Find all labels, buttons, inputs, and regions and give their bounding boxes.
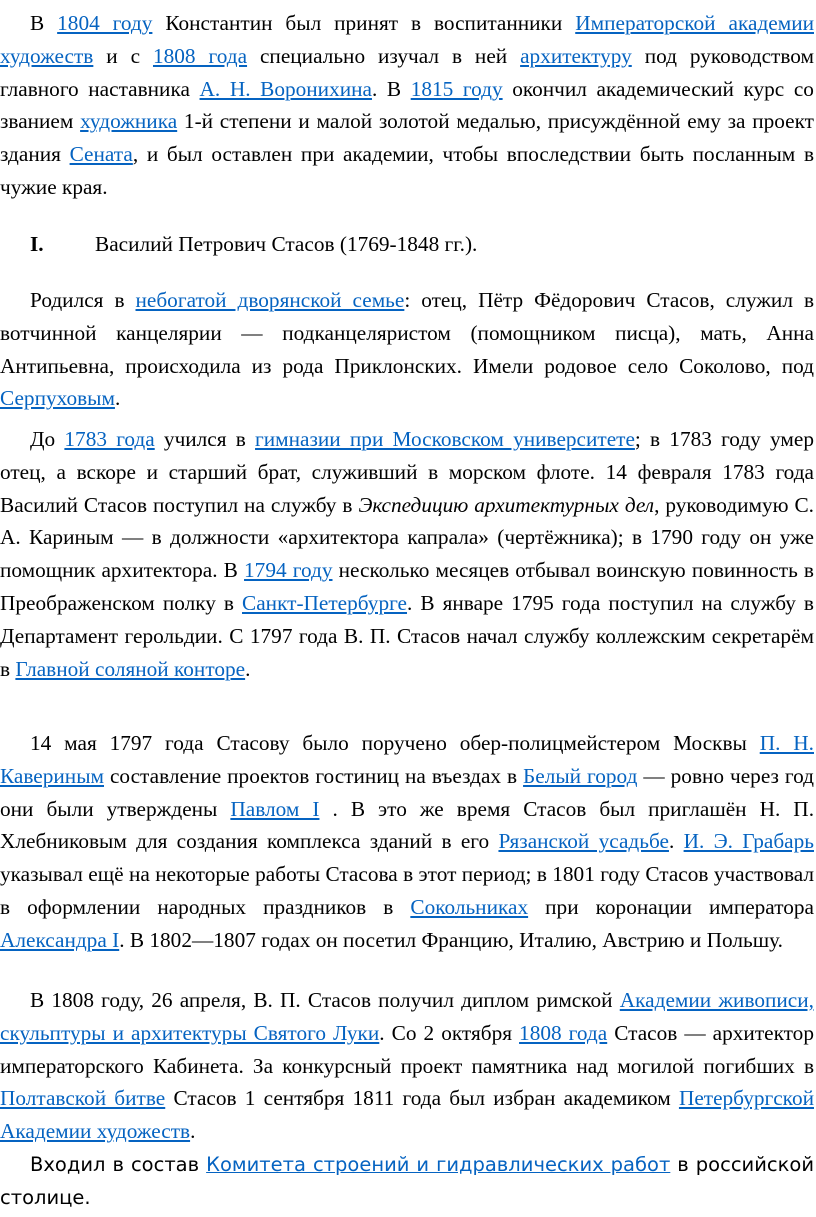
text: Стасов — архитектор императорского Кабинета. За конкурсный проект памятника над могилой погибших в [0,1020,814,1078]
text: . [668,829,684,854]
link-noble-family[interactable]: небогатой дворянской семье [135,288,405,312]
paragraph-projects [0,727,814,957]
link-poltava-battle[interactable]: Полтавской битве [0,1086,166,1111]
text: ; в 1783 году умер отец, а вскоре и старший брат, служивший в морском флоте. 14 февраля 1783 года Василий Стасов поступил на службу в [0,427,814,517]
text: В 1808 году, 26 апреля, В. П. Стасов получил диплом римской [30,988,620,1012]
link-1804[interactable]: 1804 году [57,11,153,35]
text: Родился в [30,288,136,312]
link-salt-office[interactable]: Главной соляной конторе [15,656,246,681]
text: специально изучал в ней [247,43,521,68]
heading-title: Василий Петрович Стасов (1769-1848 гг.). [95,232,478,256]
text: 1-й степени и малой золотой медалью, присуждённой ему за проект здания [0,109,814,167]
paragraph-konstantin [0,7,814,204]
text: указывал ещё на некоторые работы Стасова в этот период; в 1801 году Стасов участвовал в оформлении народных праздников в [0,862,814,919]
link-committee[interactable]: Комитета строений и гидравлических работ [206,1153,671,1176]
text: окончил академический курс со званием [0,76,814,134]
text: Входил в состав [30,1153,207,1176]
text: , руководимую С. А. Кариным — в должности «архитектора капрала» (чертёжника); в 1790 году он уже помощник архитектора. В [0,492,815,583]
text: . Со 2 октября [379,1020,520,1045]
text: составление проектов гостиниц на въездах в [104,763,524,788]
link-artist[interactable]: художника [80,109,178,134]
link-1808[interactable]: 1808 года [152,43,248,68]
link-kaverin[interactable]: П. Н. Кавериным [0,731,814,788]
text: . [245,656,251,681]
link-serpukhov[interactable]: Серпуховым [0,386,115,411]
text: . [190,1119,196,1144]
text: — ровно через год они были утверждены [0,763,814,821]
link-ryazan-estate[interactable]: Рязанской усадьбе [498,829,669,854]
text: под руководством главного наставника [0,43,814,101]
text: 14 мая 1797 года Стасову было поручено обер-полицмейстером Москвы [30,731,760,755]
text: До [30,427,65,451]
text: учился в [154,427,256,451]
link-white-city[interactable]: Белый город [523,763,638,788]
paragraph-academy [0,984,814,1148]
link-saint-petersburg[interactable]: Санкт-Петербурге [242,590,408,615]
link-alexander-i[interactable]: Александра I [0,927,120,952]
text: Стасов 1 сентября 1811 года был избран академиком [165,1086,679,1111]
text: при коронации императора [528,894,814,919]
link-senate[interactable]: Сената [69,142,133,167]
paragraph-birth [0,284,814,415]
link-sokolniki[interactable]: Сокольниках [410,894,529,919]
heading-number: I. [30,232,44,256]
link-gymnasium[interactable]: гимназии при Московском университете [255,427,635,451]
link-1815[interactable]: 1815 году [410,76,503,101]
paragraph-committee [0,1149,814,1215]
text: несколько месяцев отбывал воинскую повинность в Преображенском полку в [0,558,814,615]
text: . В январе 1795 года поступил на службу в Департамент герольдии. С 1797 года В. П. Стасов начал службу коллежским секретарём в [0,590,814,681]
text: , и был оставлен при академии, чтобы впоследствии быть посланным в чужие края. [0,142,815,199]
link-1808-year[interactable]: 1808 года [519,1020,608,1045]
link-1794[interactable]: 1794 году [244,558,333,583]
link-grabar[interactable]: И. Э. Грабарь [683,829,814,854]
link-imperial-academy[interactable]: Императорской академии художеств [0,11,814,68]
link-paul-i[interactable]: Павлом I [230,796,320,821]
paragraph-education [0,423,814,685]
link-petersburg-academy[interactable]: Петербургской Академии художеств [0,1086,814,1144]
text: . В это же время Стасов был приглашён Н. П. Хлебниковым для создания комплекса зданий в его [0,796,815,854]
text: в российской столице. [0,1153,814,1209]
link-voronikhin[interactable]: А. Н. Воронихина [199,76,372,101]
text: . В 1802—1807 годах он посетил Францию, Италию, Австрию и Польшу. [119,927,783,952]
text: Константин был принят в воспитанники [152,11,576,35]
text: . В [371,76,411,101]
link-architecture[interactable]: архитектуру [520,43,632,68]
link-1783[interactable]: 1783 года [64,427,155,451]
link-academy-saint-luke[interactable]: Академии живописи, скульптуры и архитектуры Святого Луки [0,988,814,1045]
text: : отец, Пётр Фёдорович Стасов, служил в вотчинной канцелярии — подканцеляристом (помощником писца), мать, Анна Антипьевна, происходила из рода Приклонских. Имели родовое село Соколово, под [0,288,814,378]
text: . [114,386,121,411]
text: В [30,11,58,35]
text: и с [93,43,153,68]
italic-text: Экспедицию архитектурных дел [358,492,655,517]
